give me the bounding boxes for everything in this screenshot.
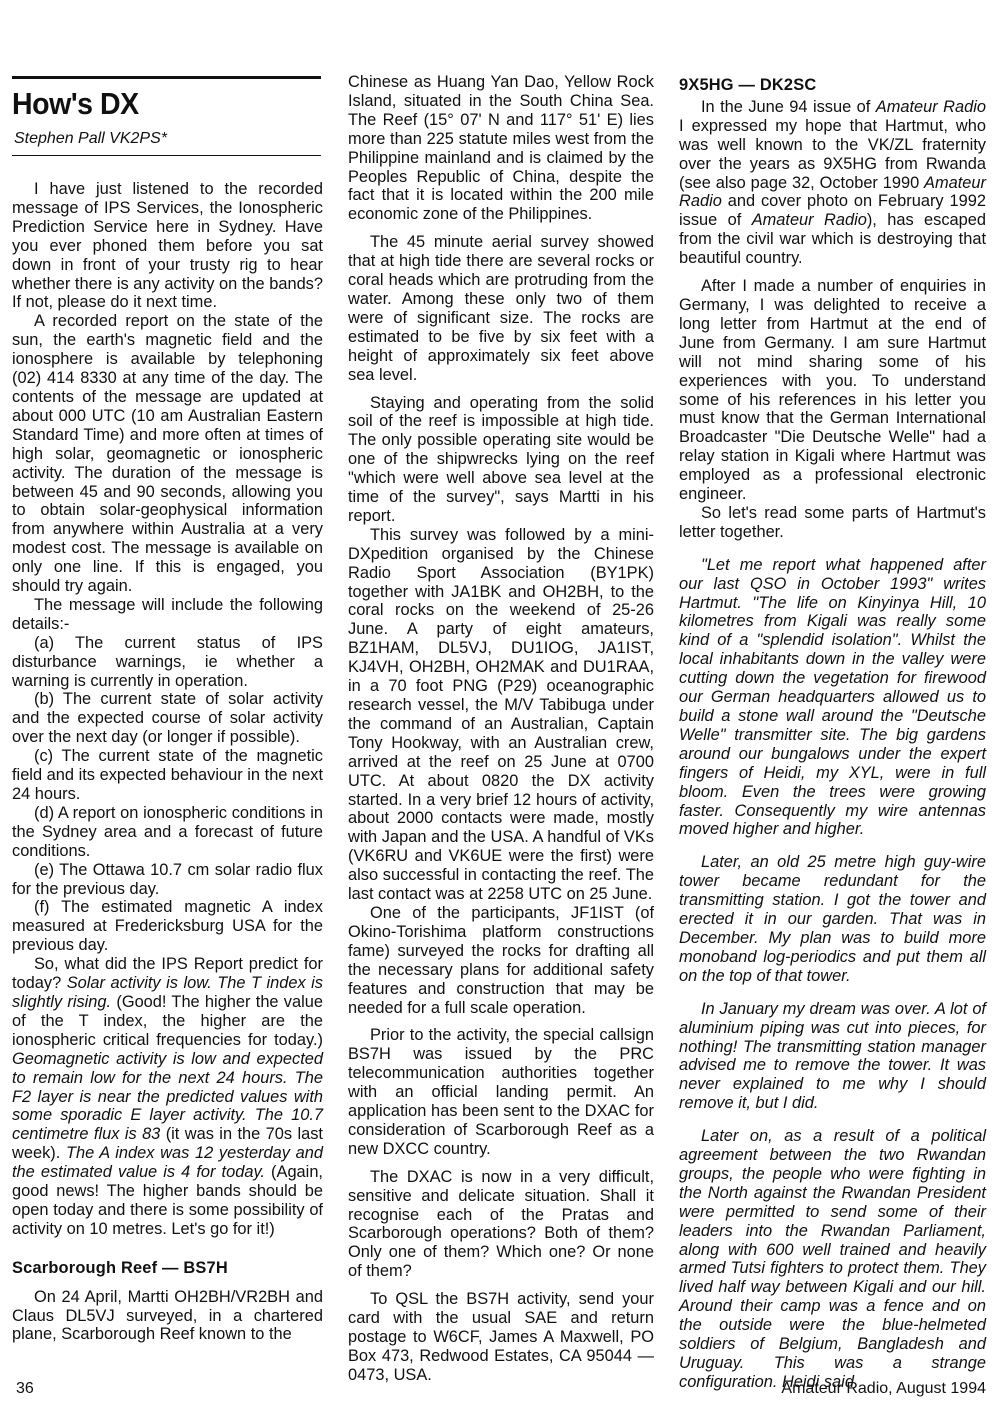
text-run: So, what did the IPS Report predict for today? [12,955,323,993]
paragraph: After I made a number of enquiries in Germany, I was delighted to receive a long letter from Hartmut at the end of June from Germany. I am sure Hartmut will not mind sharing some of his experiences with you. To understand some of his references in his letter you must know that the German International Broadcaster "Die Deutsche Welle" had a relay station in Kigali where Hartmut was employed as a professional electronic engineer. [679,277,986,504]
paragraph: (b) The current state of solar activity and the expected course of solar activity over the next day (or longer if possible). [12,690,323,747]
paragraph: The DXAC is now in a very difficult, sensitive and delicate situation. Shall it recognise each of the Pratas and Scarborough operations? Both of them? Only one of them? Which one? Or none of them? [348,1167,654,1281]
paragraph: A recorded report on the state of the sun, the earth's magnetic field and the ionosphere is available by telephoning (02) 414 8330 at any time of the day. The contents of the message are updated at about 000 UTC (10 am Australian Eastern Standard Time) and more often at times of high solar, geomagnetic or ionospheric activity. The duration of the message is between 45 and 90 seconds, allowing you to obtain solar-geophysical information from anywhere within Australia at a very modest cost. The message is available on only one line. If this is engaged, you should try again. [12,312,323,596]
column-1 [12,180,323,1344]
paragraph [12,955,323,1239]
paragraph: Later, an old 25 metre high guy-wire tower became redundant for the transmitting station. I got the tower and erected it in our garden. That was in December. My plan was to build more monoband log-periodics and put them all on the top of that tower. [679,853,986,985]
text-run-italic: Amateur Radio [751,211,867,230]
paragraph: Staying and operating from the solid soil of the reef is impossible at high tide. The only possible operating site would be one of the shipwrecks lying on the reef "which were well above sea level at the time of the survey", says Martti in his report. [348,393,654,525]
paragraph: So let's read some parts of Hartmut's letter together. [679,503,986,541]
paragraph: (d) A report on ionospheric conditions in the Sydney area and a forecast of future conditions. [12,803,323,860]
paragraph: (f) The estimated magnetic A index measured at Fredericksburg USA for the previous day. [12,898,323,955]
paragraph: This survey was followed by a mini-DXpedition organised by the Chinese Radio Sport Association (BY1PK) together with JA1BK and OH2BH, to the coral rocks on the weekend of 25-26 June. A party of eight amateurs, BZ1HAM, DL5VJ, DU1IOG, JA1IST, KJ4VH, OH2BH, OH2MAK and DU1RAA, in a 70 foot PNG (P29) oceanographic research vessel, the M/V Tabibuga under the command of an Australian, Captain Tony Hookway, with an Australian crew, arrived at the reef on 25 June at 0700 UTC. At about 0820 the DX activity started. In a very brief 12 hours of activity, about 2000 contacts were made, mostly with Japan and the USA. A handful of VKs (VK6RU and VK6UE were the first) were also successful in contacting the reef. The last contact was at 2258 UTC on 25 June. [348,525,654,904]
paragraph: Prior to the activity, the special callsign BS7H was issued by the PRC telecommunication authorities together with an official landing permit. An application has been sent to the DXAC for consideration of Scarborough Reef as a new DXCC country. [348,1026,654,1158]
header-rule-top [12,76,321,79]
text-run-italic: The A index was 12 yesterday and the estimated value is 4 for today. [12,1144,323,1182]
paragraph: One of the participants, JF1IST (of Okino-Torishima platform constructions fame) surveyed the rocks for drafting all the necessary plans for additional safety features and construction that may be needed for a full scale operation. [348,903,654,1017]
paragraph: In January my dream was over. A lot of aluminium piping was cut into pieces, for nothing! The transmitting station manager advised me to remove the tower. It was never explained to me why I should remove it, but I did. [679,999,986,1113]
paragraph: (c) The current state of the magnetic field and its expected behaviour in the next 24 hours. [12,747,323,803]
paragraph: Chinese as Huang Yan Dao, Yellow Rock Island, situated in the South China Sea. The Reef (15° 07' N and 117° 51' E) lies more than 225 statute miles west from the Philippine mainland and is claimed by the Peoples Republic of China, despite the fact that it is located within the 200 mile economic zone of the Philippines. [348,73,654,224]
article-title: How's DX [12,86,139,121]
magazine-footer: Amateur Radio, August 1994 [781,1380,986,1397]
text-run: ), has escaped from the civil war which is destroying that beautiful country. [679,211,987,268]
paragraph [679,98,986,268]
paragraph: Later on, as a result of a political agreement between the two Rwandan groups, the people who were fighting in the North against the Rwandan President were permitted to send some of their leaders into the Rwandan Parliament, along with 600 well trained and heavily armed Tutsi fighters to protect them. They lived half way between Kigali and our hill. Around their camp was a fence and on the outside were the blue-helmeted soldiers of Belgium, Bangladesh and Uruguay. This was a strange configuration. Heidi said [679,1127,986,1391]
text-run-italic: Solar activity is low. The T index is slightly rising. [12,974,323,1011]
text-run-italic: Amateur Radio [875,97,986,116]
paragraph: The 45 minute aerial survey showed that at high tide there are several rocks or coral heads which are protruding from the water. Among these only two of them were of significant size. The rocks are estimated to be five by six feet with a height of approximately six feet above sea level. [348,233,654,384]
paragraph: On 24 April, Martti OH2BH/VR2BH and Claus DL5VJ surveyed, in a chartered plane, Scarborough Reef known to the [12,1287,323,1344]
text-run-italic: Geomagnetic activity is low and expected to remain low for the next 24 hours. The F2 layer is near the predicted values with some sporadic E layer activity. The 10.7 centimetre flux is 83 [12,1049,323,1144]
section-heading-scarborough: Scarborough Reef — BS7H [12,1258,228,1277]
text-run: I expressed my hope that Hartmut, who was well known to the VK/ZL fraternity over the years as 9X5HG from Rwanda (see also page 32, October 1990 [679,116,986,192]
column-2 [348,73,654,1385]
section-heading-9x5hg: 9X5HG — DK2SC [679,76,817,94]
paragraph: The message will include the following details:- [12,595,323,633]
text-run: (Again, good news! The higher bands should be open today and there is some possibility of activity on 10 metres. Let's go for it!) [12,1163,323,1238]
paragraph: To QSL the BS7H activity, send your card with the usual SAE and return postage to W6CF, James A Maxwell, PO Box 473, Redwood Estates, CA 95044 — 0473, USA. [348,1290,654,1384]
text-run-italic: Amateur Radio [679,173,986,211]
paragraph: (e) The Ottawa 10.7 cm solar radio flux for the previous day. [12,860,323,898]
text-run: (Good! The higher the value of the T index, the higher are the ionospheric critical frequencies for today.) [12,992,323,1049]
page-number: 36 [16,1380,34,1397]
article-byline: Stephen Pall VK2PS* [14,130,167,147]
column-3 [679,76,986,1392]
text-run: In the June 94 issue of [701,97,876,116]
text-run: (it was in the 70s last week). [12,1125,323,1163]
paragraph: "Let me report what happened after our last QSO in October 1993" writes Hartmut. "The life on Kinyinya Hill, 10 kilometres from Kigali was really some kind of a "splendid isolation". Whilst the local inhabitants down in the valley were cutting down the vegetation for firewood our German headquarters allowed us to build a stone wall around the "Deutsche Welle" transmitter site. The big gardens around our bungalows under the expert fingers of Heidi, my XYL, were in full bloom. Even the trees were growing faster. Consequently my wire antennas moved higher and higher. [679,555,986,839]
header-rule-bottom [12,155,321,156]
paragraph: I have just listened to the recorded message of IPS Services, the Ionospheric Prediction Service here in Sydney. Have you ever phoned them before you sat down in front of your trusty rig to hear whether there is any activity on the bands? If not, please do it next time. [12,180,323,312]
paragraph: (a) The current status of IPS disturbance warnings, ie whether a warning is currently in operation. [12,633,323,690]
text-run: and cover photo on February 1992 issue of [679,192,986,230]
